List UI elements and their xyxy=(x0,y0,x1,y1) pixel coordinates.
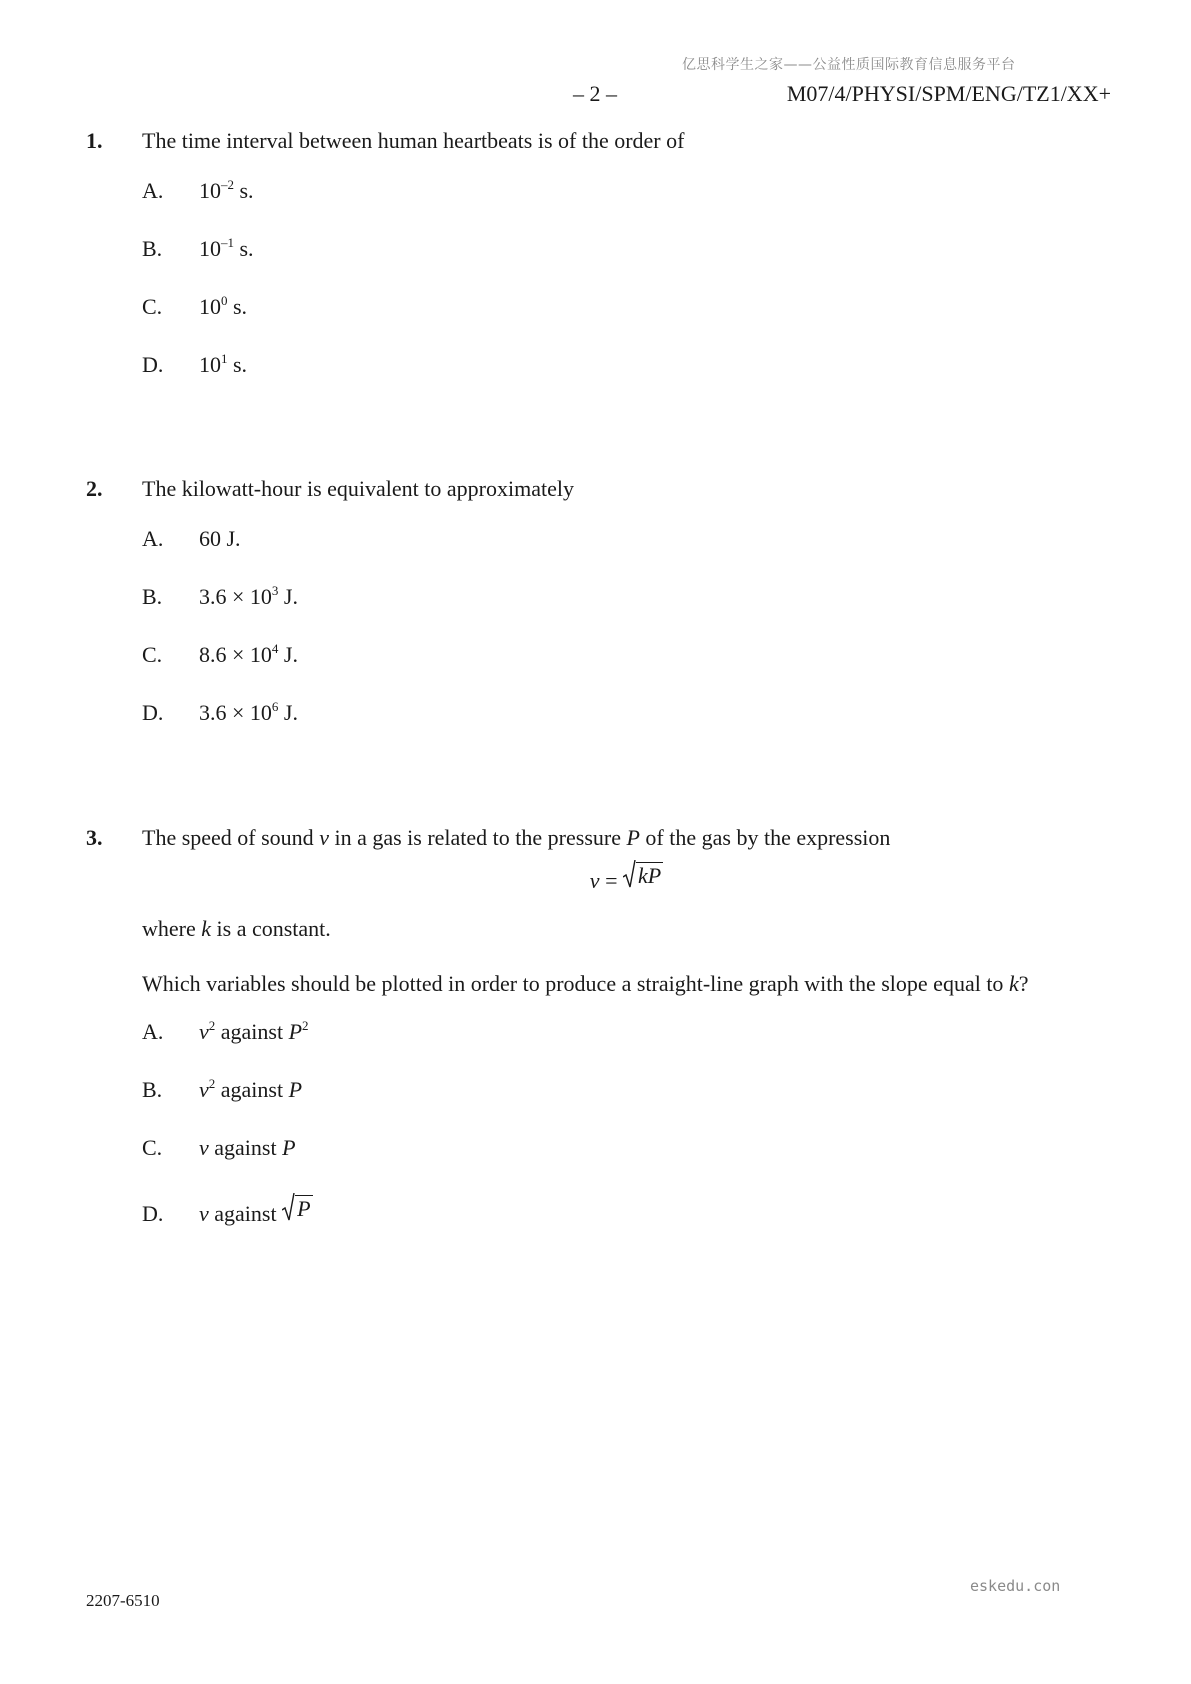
watermark-header: 亿思科学生之家——公益性质国际教育信息服务平台 xyxy=(682,57,1016,73)
footer-code: 2207-6510 xyxy=(86,1591,160,1610)
option-b xyxy=(142,1077,1111,1135)
footer-site: eskedu.con xyxy=(970,1577,1061,1595)
option-text: v against P xyxy=(199,1193,1111,1227)
question-number: 2. xyxy=(86,476,103,501)
question-text: The kilowatt-hour is equivalent to approximately xyxy=(142,476,574,501)
option-text: $10^{-1}$ s. xyxy=(199,235,254,261)
option-letter: A. xyxy=(142,1019,164,1044)
question-3 xyxy=(86,823,1111,1251)
option-letter: C. xyxy=(142,642,163,667)
option-b xyxy=(142,584,1111,642)
option-text: $10^0$ s. xyxy=(199,293,248,319)
option-text: 60 J. xyxy=(199,526,241,551)
option-text: $10^{-2}$ s. xyxy=(199,177,254,203)
option-letter: C. xyxy=(142,294,163,319)
option-text: $3.6 \times 10^6$ J. xyxy=(199,699,298,725)
radical-sign-icon xyxy=(282,1193,295,1221)
equation: v = kP xyxy=(142,852,1111,902)
option-d xyxy=(142,700,1111,758)
option-d xyxy=(142,1193,1111,1251)
option-text: $8.6 \times 10^4$ J. xyxy=(199,641,298,667)
option-text: $v^2$ against P xyxy=(199,1076,303,1102)
radical-sign-icon xyxy=(623,860,636,888)
page-number: – 2 – xyxy=(573,81,617,106)
where-text: where k is a constant. xyxy=(142,916,331,941)
question-number: 1. xyxy=(86,128,103,153)
question-text: The speed of sound v in a gas is related to the pressure P of the gas by the expression xyxy=(142,825,891,850)
option-text: $10^1$ s. xyxy=(199,351,248,377)
question-1 xyxy=(86,126,1111,410)
option-b xyxy=(142,236,1111,294)
option-text: v against P xyxy=(199,1135,296,1160)
question-text: The time interval between human heartbeats is of the order of xyxy=(142,128,685,153)
option-c xyxy=(142,294,1111,352)
paper-code: M07/4/PHYSI/SPM/ENG/TZ1/XX+ xyxy=(786,81,1111,106)
option-letter: A. xyxy=(142,526,164,551)
option-c xyxy=(142,1135,1111,1193)
option-letter: B. xyxy=(142,584,163,609)
option-letter: D. xyxy=(142,352,164,377)
option-letter: C. xyxy=(142,1135,163,1160)
prompt-text: Which variables should be plotted in order to produce a straight-line graph with the slope equal to k? xyxy=(142,971,1029,996)
question-2 xyxy=(86,474,1111,758)
question-number: 3. xyxy=(86,825,103,850)
option-letter: B. xyxy=(142,236,163,261)
option-a xyxy=(142,178,1111,236)
option-a xyxy=(142,526,1111,584)
option-text: $v^2$ against $P^2$ xyxy=(199,1018,309,1044)
option-letter: A. xyxy=(142,178,164,203)
option-letter: B. xyxy=(142,1077,163,1102)
option-text: $3.6 \times 10^3$ J. xyxy=(199,583,298,609)
square-root: kP xyxy=(623,860,663,888)
option-letter: D. xyxy=(142,700,164,725)
option-a xyxy=(142,1019,1111,1077)
option-c xyxy=(142,642,1111,700)
square-root: P xyxy=(282,1193,312,1221)
option-letter: D. xyxy=(142,1201,164,1226)
option-d xyxy=(142,352,1111,410)
